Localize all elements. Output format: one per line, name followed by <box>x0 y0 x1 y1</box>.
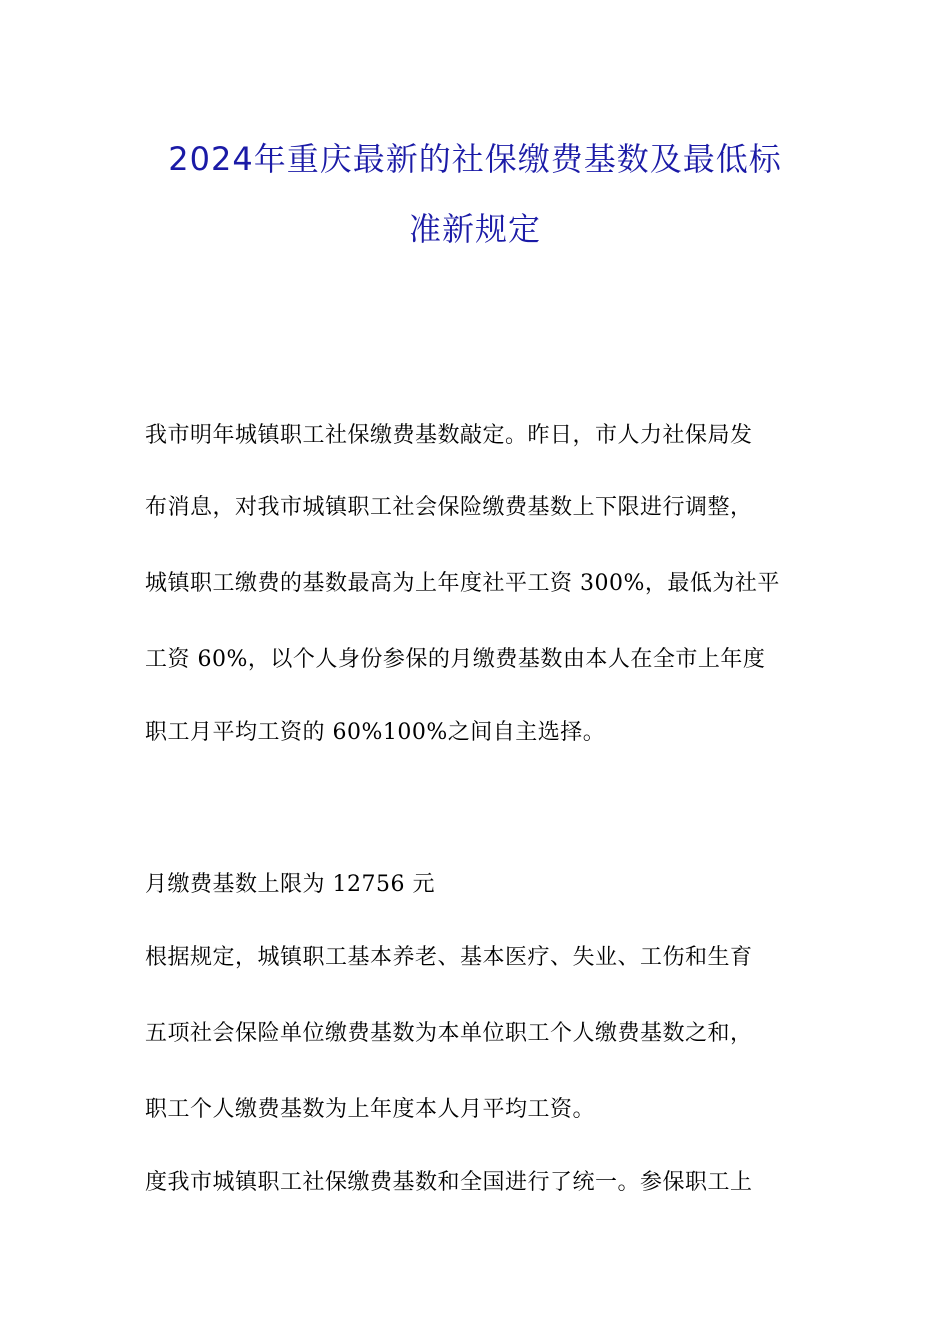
paragraph-line: 我市明年城镇职工社保缴费基数敲定。昨日，市人力社保局发 <box>145 423 753 448</box>
paragraph-line: 根据规定，城镇职工基本养老、基本医疗、失业、工伤和生育 <box>145 945 753 970</box>
paragraph-line: 五项社会保险单位缴费基数为本单位职工个人缴费基数之和， <box>145 1021 753 1046</box>
paragraph-line: 度我市城镇职工社保缴费基数和全国进行了统一。参保职工上 <box>145 1170 753 1195</box>
document-title-line-1: 2024年重庆最新的社保缴费基数及最低标 <box>168 140 782 178</box>
document-title-line-2: 准新规定 <box>408 210 541 248</box>
paragraph-line: 工资 60%，以个人身份参保的月缴费基数由本人在全市上年度 <box>145 647 766 672</box>
paragraph-line: 城镇职工缴费的基数最高为上年度社平工资 300%，最低为社平 <box>145 571 780 596</box>
section-subheading: 月缴费基数上限为 12756 元 <box>145 872 435 897</box>
paragraph-line: 布消息，对我市城镇职工社会保险缴费基数上下限进行调整， <box>145 495 753 520</box>
paragraph-line: 职工月平均工资的 60%100%之间自主选择。 <box>145 720 606 745</box>
paragraph-line: 职工个人缴费基数为上年度本人月平均工资。 <box>145 1097 596 1122</box>
